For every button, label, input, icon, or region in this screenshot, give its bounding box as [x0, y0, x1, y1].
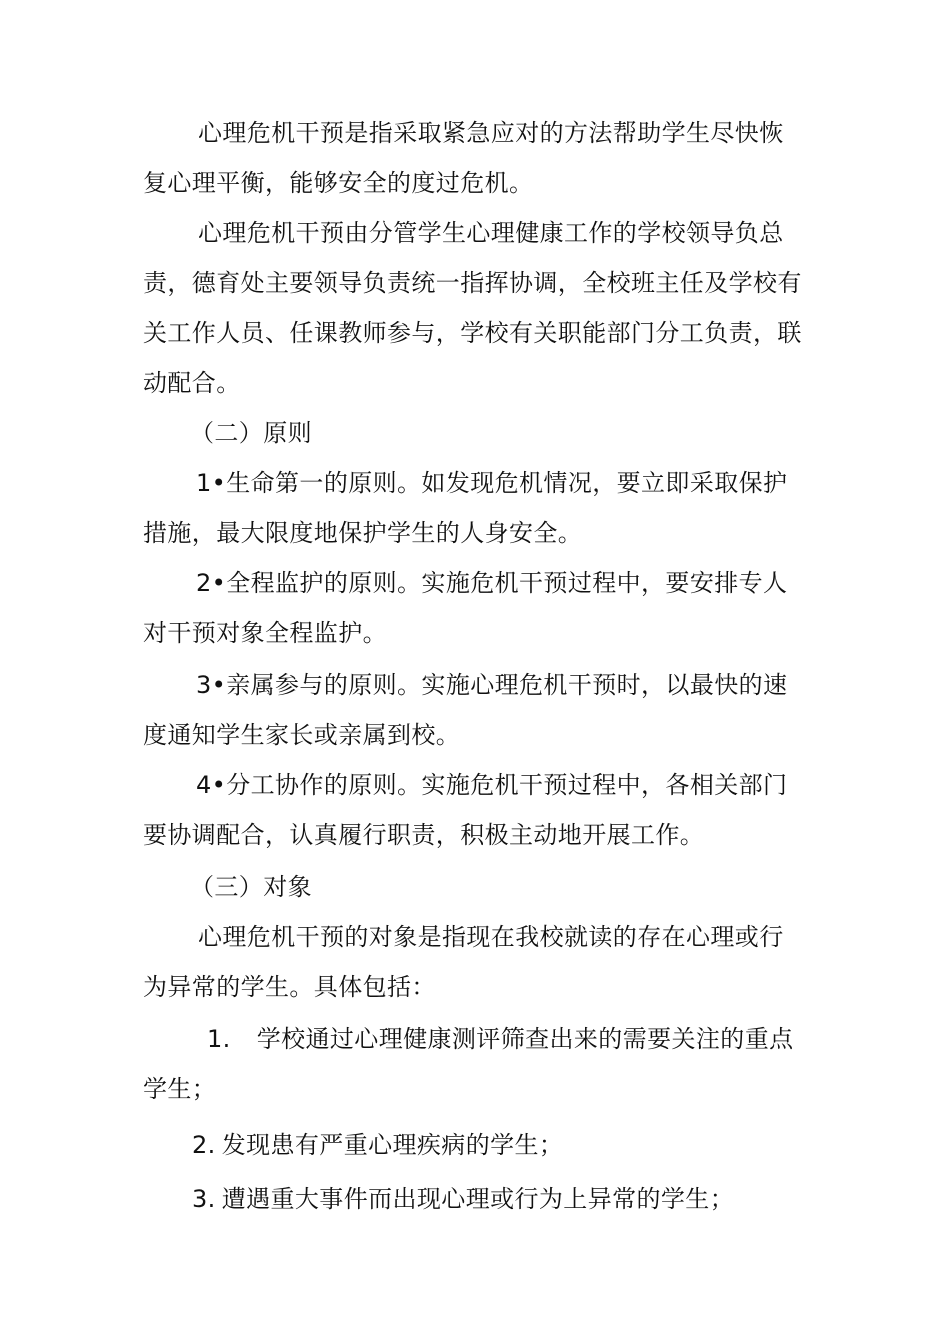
paragraph-responsibility-line-2: 责，德育处主要领导负责统一指挥协调，全校班主任及学校有 — [143, 269, 802, 297]
principle-3-line-2: 度通知学生家长或亲属到校。 — [143, 721, 461, 749]
target-3-text: 遭遇重大事件而出现心理或行为上异常的学生； — [221, 1185, 735, 1213]
principle-1-line-2: 措施，最大限度地保护学生的人身安全。 — [143, 519, 583, 547]
section-heading-targets: （三）对象 — [190, 873, 312, 901]
target-3-line — [192, 1184, 734, 1214]
target-2-text: 发现患有严重心理疾病的学生； — [221, 1131, 564, 1159]
paragraph-definition-line-2: 复心理平衡，能够安全的度过危机。 — [143, 169, 534, 197]
principle-4-line-2: 要协调配合，认真履行职责，积极主动地开展工作。 — [143, 821, 705, 849]
principle-2-line-2: 对干预对象全程监护。 — [143, 619, 387, 647]
target-1-line-1 — [207, 1024, 794, 1054]
paragraph-definition-line-1: 心理危机干预是指采取紧急应对的方法帮助学生尽快恢 — [198, 119, 784, 147]
target-1-text: 学校通过心理健康测评筛查出来的需要关注的重点 — [256, 1025, 794, 1053]
paragraph-responsibility-line-1: 心理危机干预由分管学生心理健康工作的学校领导负总 — [198, 219, 784, 247]
principle-1-line-1: 1•生命第一的原则。如发现危机情况，要立即采取保护 — [196, 469, 788, 497]
target-2-number: 2. — [192, 1131, 216, 1159]
target-3-number: 3. — [192, 1185, 216, 1213]
target-1-number: 1. — [207, 1025, 231, 1053]
target-2-line — [192, 1130, 563, 1160]
target-1-line-2: 学生； — [143, 1075, 217, 1103]
principle-3-line-1: 3•亲属参与的原则。实施心理危机干预时，以最快的速 — [196, 671, 788, 699]
paragraph-responsibility-line-4: 动配合。 — [143, 369, 241, 397]
principle-2-line-1: 2•全程监护的原则。实施危机干预过程中，要安排专人 — [196, 569, 788, 597]
section-heading-principles: （二）原则 — [190, 419, 312, 447]
paragraph-targets-line-2: 为异常的学生。具体包括： — [143, 973, 436, 1001]
paragraph-responsibility-line-3: 关工作人员、任课教师参与，学校有关职能部门分工负责，联 — [143, 319, 802, 347]
paragraph-targets-line-1: 心理危机干预的对象是指现在我校就读的存在心理或行 — [198, 923, 784, 951]
principle-4-line-1: 4•分工协作的原则。实施危机干预过程中，各相关部门 — [196, 771, 788, 799]
